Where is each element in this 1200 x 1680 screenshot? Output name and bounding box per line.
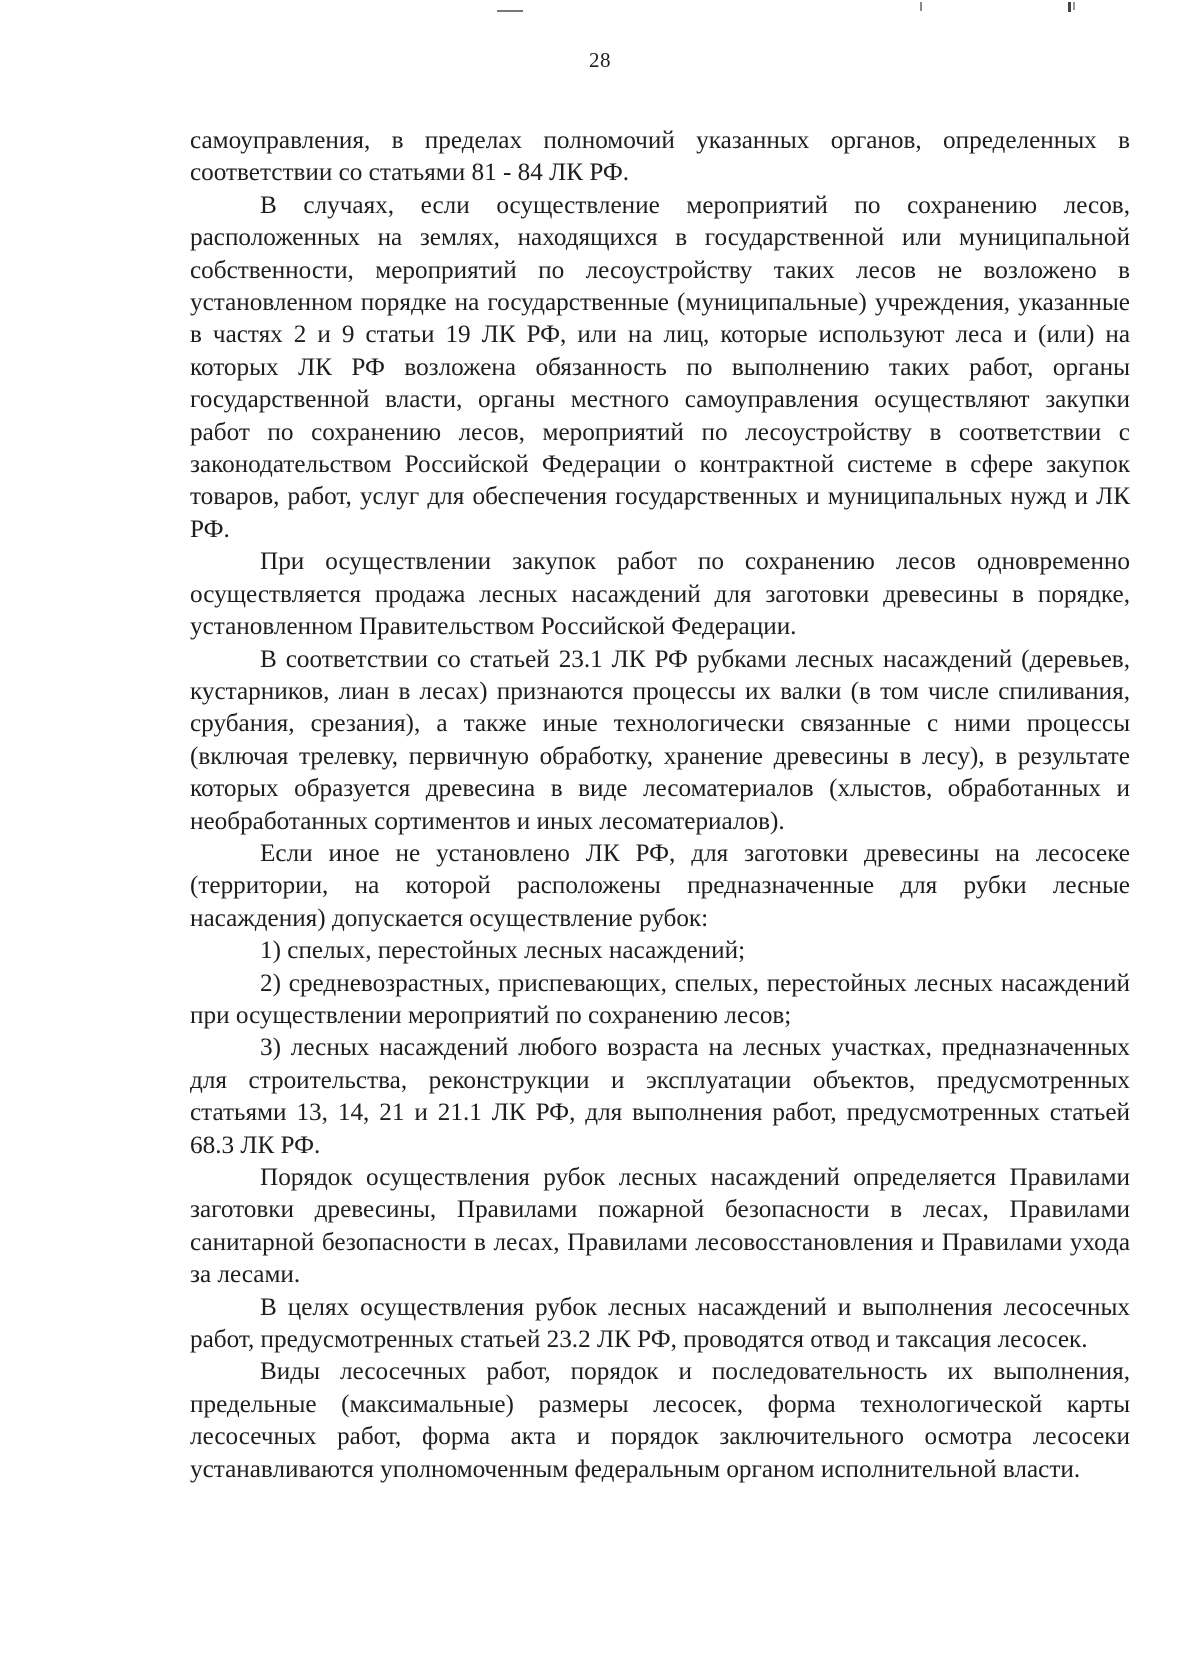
paragraph: Порядок осуществления рубок лесных насаждений определяется Правилами заготовки древесины, Правилами пожарной безопасности в лесах, Правилами санитарной безопасности в лесах, Правилами лесовосстановления и Правилами ухода за лесами.	[190, 1164, 1130, 1289]
paragraph: В целях осуществления рубок лесных насаждений и выполнения лесосечных работ, предусмотренных статьей 23.2 ЛК РФ, проводятся отвод и таксация лесосек.	[190, 1293, 1130, 1354]
paragraph: Если иное не установлено ЛК РФ, для заготовки древесины на лесосеке (территории, на которой расположены предназначенные для рубки лесные насаждения) допускается осуществление рубок:	[190, 839, 1130, 932]
list-item: 1) спелых, перестойных лесных насаждений;	[260, 937, 746, 965]
paragraph: При осуществлении закупок работ по сохранению лесов одновременно осуществляется продажа лесных насаждений для заготовки древесины в порядке, установленном Правительством Российской Федерации.	[190, 548, 1130, 641]
paragraph: В соответствии со статьей 23.1 ЛК РФ рубками лесных насаждений (деревьев, кустарников, лиан в лесах) признаются процессы их валки (в том числе спиливания, срубания, срезания), а также иные технологически связанные с ними процессы (включая трелевку, первичную обработку, хранение древесины в лесу), в результате которых образуется древесина в виде лесоматериалов (хлыстов, обработанных и необработанных сортиментов и иных лесоматериалов).	[190, 645, 1130, 835]
scan-artifact-mark	[1068, 2, 1071, 12]
scan-artifact-dash	[497, 10, 523, 12]
scan-artifact-mark	[1073, 2, 1075, 10]
scan-artifact-mark	[920, 2, 922, 11]
paragraph: Виды лесосечных работ, порядок и последовательность их выполнения, предельные (максимальные) размеры лесосек, форма технологической карты лесосечных работ, форма акта и порядок заключительного осмотра лесосеки устанавливаются уполномоченным федеральным органом исполнительной власти.	[190, 1358, 1130, 1483]
list-item: 3) лесных насаждений любого возраста на лесных участках, предназначенных для строительства, реконструкции и эксплуатации объектов, предусмотренных статьями 13, 14, 21 и 21.1 ЛК РФ, для выполнения работ, предусмотренных статьей 68.3 ЛК РФ.	[190, 1034, 1130, 1159]
paragraph: самоуправления, в пределах полномочий указанных органов, определенных в соответствии со статьями 81 - 84 ЛК РФ.	[190, 127, 1130, 187]
document-body	[190, 125, 1130, 1486]
page-number: 28	[589, 48, 611, 72]
paragraph: В случаях, если осуществление мероприятий по сохранению лесов, расположенных на землях, находящихся в государственной или муниципальной собственности, мероприятий по лесоустройству таких лесов не возложено в установленном порядке на государственные (муниципальные) учреждения, указанные в частях 2 и 9 статьи 19 ЛК РФ, или на лиц, которые используют леса и (или) на которых ЛК РФ возложена обязанность по выполнению таких работ, органы государственной власти, органы местного самоуправления осуществляют закупки работ по сохранению лесов, мероприятий по лесоустройству в соответствии с законодательством Российской Федерации о контрактной системе в сфере закупок товаров, работ, услуг для обеспечения государственных и муниципальных нужд и ЛК РФ.	[190, 191, 1130, 543]
list-item: 2) средневозрастных, приспевающих, спелых, перестойных лесных насаждений при осуществлении мероприятий по сохранению лесов;	[190, 969, 1130, 1029]
